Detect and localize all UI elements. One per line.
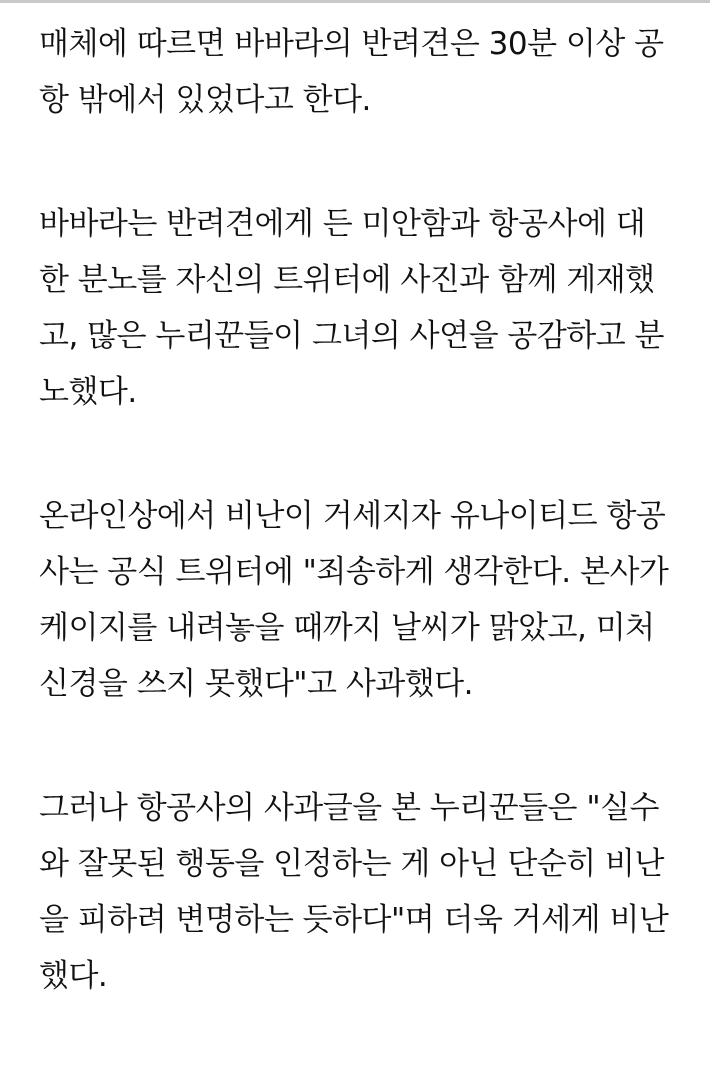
paragraph	[39, 488, 674, 712]
paragraph	[39, 780, 674, 1004]
text-line: 그러나 항공사의 사과글을 본 누리꾼들은 "실수	[39, 790, 660, 826]
text-line: 노했다.	[39, 374, 137, 410]
text-line: 바바라는 반려견에게 든 미안함과 항공사에 대	[39, 206, 646, 242]
text-line: 항 밖에서 있었다고 한다.	[39, 82, 371, 118]
paragraph	[39, 16, 674, 128]
text-line: 사는 공식 트위터에 "죄송하게 생각한다. 본사가	[39, 554, 669, 590]
text-line: 했다.	[39, 958, 108, 994]
text-line: 고, 많은 누리꾼들이 그녀의 사연을 공감하고 분	[39, 318, 664, 354]
text-line: 케이지를 내려놓을 때까지 날씨가 맑았고, 미처	[39, 610, 655, 646]
text-line: 매체에 따르면 바바라의 반려견은 30분 이상 공	[39, 26, 664, 62]
text-line: 한 분노를 자신의 트위터에 사진과 함께 게재했	[39, 262, 655, 298]
text-line: 신경을 쓰지 못했다"고 사과했다.	[39, 666, 473, 702]
paragraph	[39, 196, 674, 420]
text-line: 와 잘못된 행동을 인정하는 게 아닌 단순히 비난	[39, 846, 664, 882]
text-line: 을 피하려 변명하는 듯하다"며 더욱 거세게 비난	[39, 902, 669, 938]
text-line: 온라인상에서 비난이 거세지자 유나이티드 항공	[39, 498, 666, 534]
